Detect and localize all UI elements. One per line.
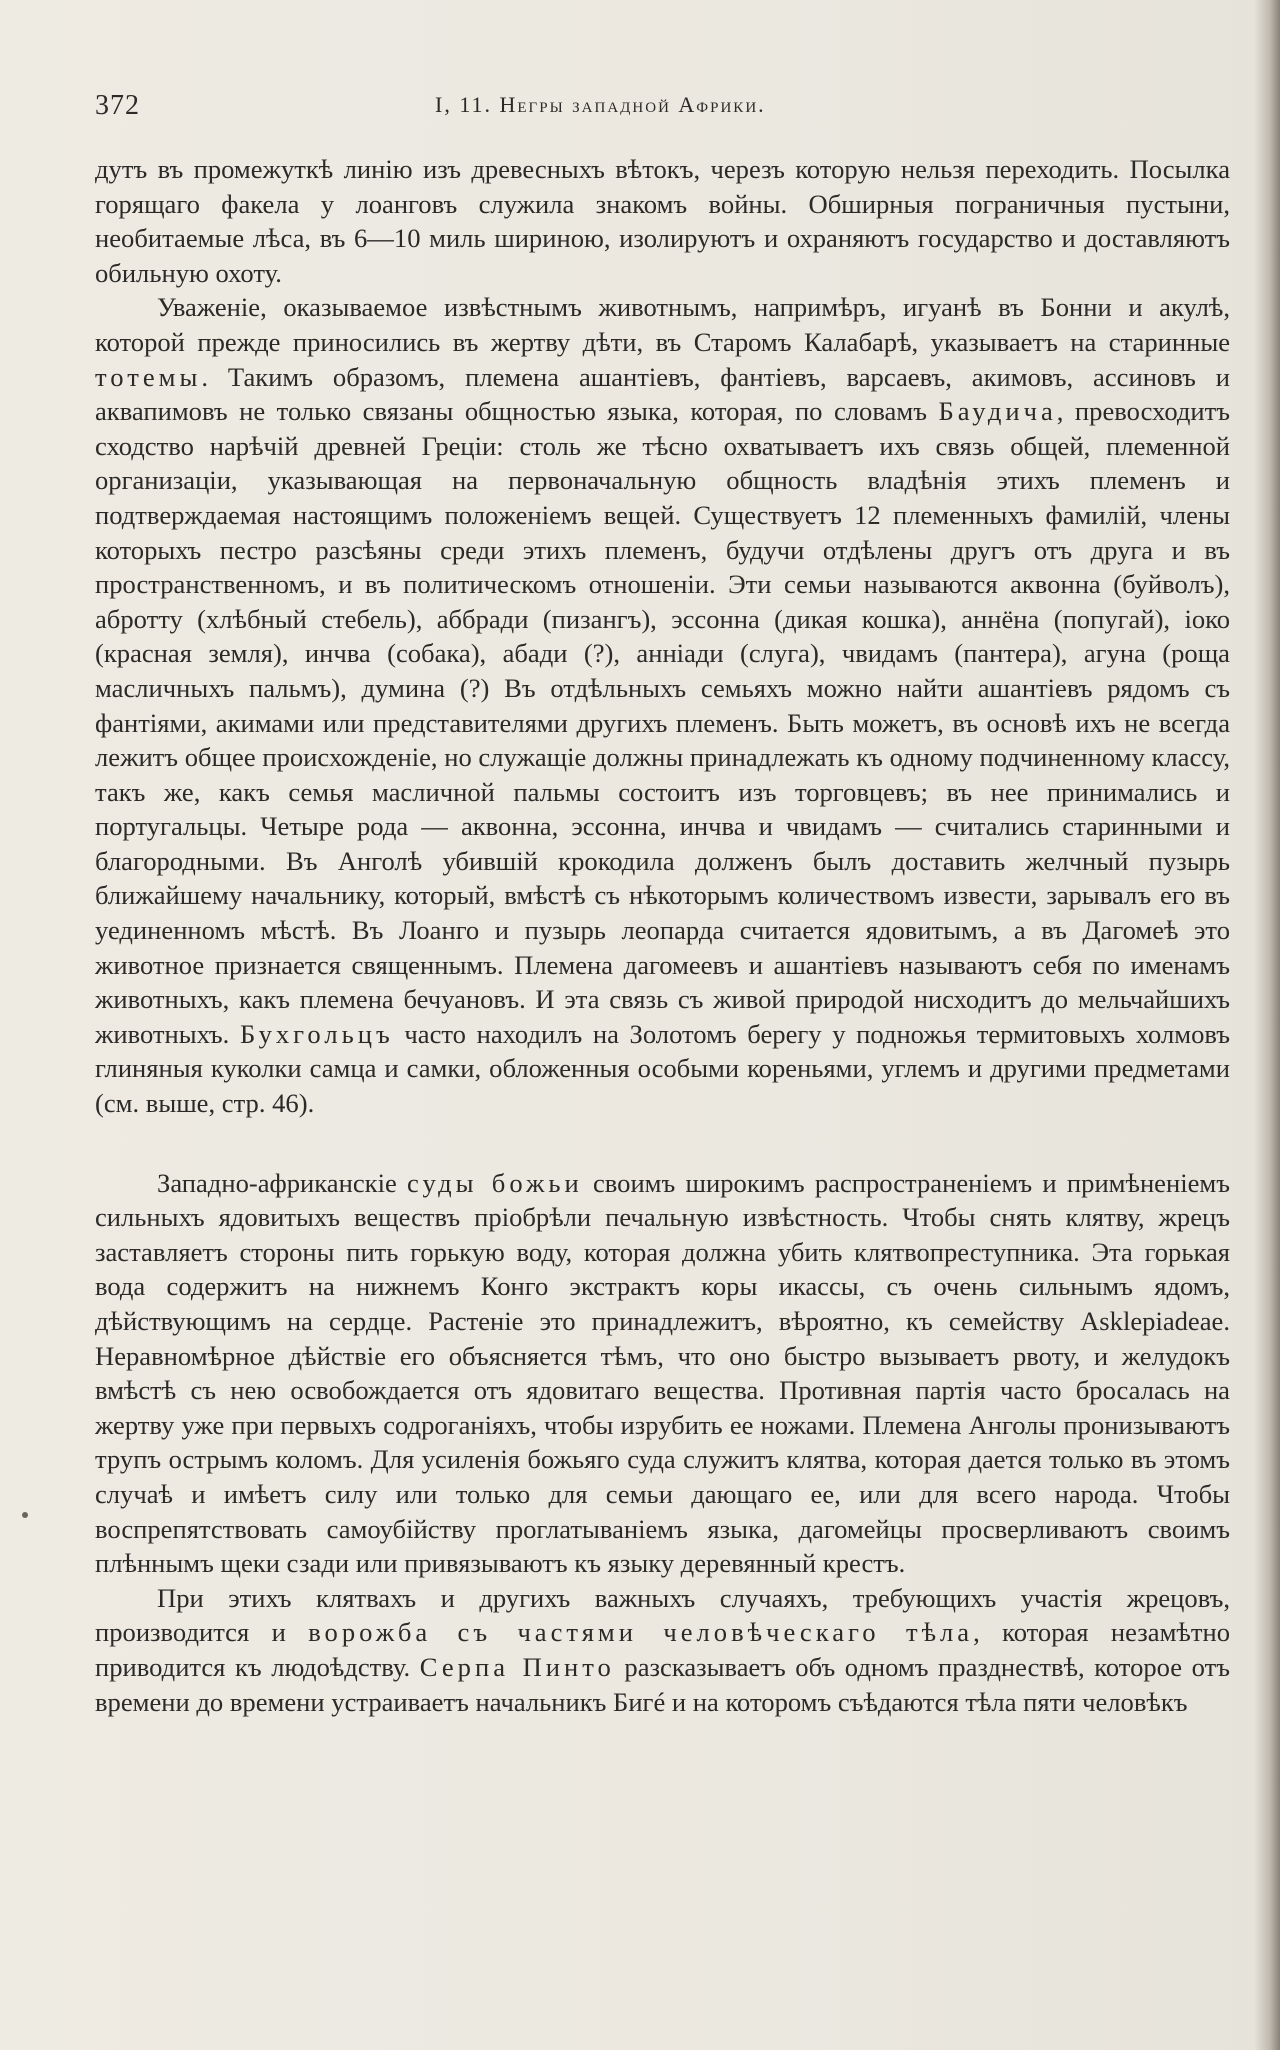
- page-number: 372: [95, 90, 140, 121]
- text-run: . Такимъ образомъ, племена ашантіевъ, фантіевъ, варсаевъ, акимовъ, ассиновъ и аквапимовъ не только связаны общностью языка, которая, по словамъ: [95, 361, 1230, 427]
- paragraph: [95, 152, 1230, 290]
- page-header: [95, 90, 1235, 130]
- emphasized-text: ворожба съ частями человѣческаго тѣла: [308, 1617, 974, 1648]
- text-run: , превосходитъ сходство нарѣчій древней Греціи: столь же тѣсно охватываетъ ихъ связь общей, племенной организаціи, указывающая на первоначальную общность владѣнія этихъ племенъ и подтверждаемая настоящимъ положеніемъ вещей. Существуетъ 12 племенныхъ фамилій, члены которыхъ пестро разсѣяны среди этихъ племенъ, будучи отдѣлены другъ отъ друга и въ пространственномъ, и въ политическомъ отношеніи. Эти семьи называются аквонна (буйволъ), абротту (хлѣбный стебель), аббради (пизангъ), эссонна (дикая кошка), аннёна (попугай), іоко (красная земля), инчва (собака), абади (?), анніади (слуга), чвидамъ (пантера), агуна (роща масличныхъ пальмъ), думина (?) Въ отдѣльныхъ семьяхъ можно найти ашантіевъ рядомъ съ фантіями, акимами или представителями другихъ племенъ. Быть можетъ, въ основѣ ихъ не всегда лежитъ общее происхожденіе, но служащіе должны принадлежать къ одному подчиненному классу, такъ же, какъ семья масличной пальмы состоитъ изъ торговцевъ; въ нее принимались и португальцы. Четыре рода — аквонна, эссонна, инчва и чвидамъ — считались старинными и благородными. Въ Анголѣ убившій крокодила долженъ былъ доставить желчный пузырь ближайшему начальнику, который, вмѣстѣ съ нѣкоторымъ количествомъ извести, зарывалъ его въ уединенномъ мѣстѣ. Въ Лоанго и пузырь леопарда считается ядовитымъ, а въ Дагомеѣ это животное признается священнымъ. Племена дагомеевъ и ашантіевъ называютъ себя по именамъ животныхъ, какъ племена бечуановъ. И эта связь съ живой природой нисходитъ до мельчайшихъ животныхъ.: [95, 396, 1230, 1049]
- text-run: Уваженіе, оказываемое извѣстнымъ животнымъ, напримѣръ, игуанѣ въ Бонни и акулѣ, которой прежде приносились въ жертву дѣти, въ Старомъ Калабарѣ, указываетъ на старинные: [95, 292, 1230, 357]
- margin-speck: [22, 1512, 28, 1518]
- paragraph: [95, 1166, 1230, 1581]
- emphasized-text: Баудича: [938, 396, 1057, 427]
- text-run: своимъ широкимъ распространеніемъ и примѣненіемъ сильныхъ ядовитыхъ веществъ пріобрѣли печальную извѣстность. Чтобы снять клятву, жрецъ заставляетъ стороны пить горькую воду, которая должна убить клятвопреступника. Эта горькая вода содержитъ на нижнемъ Конго экстрактъ коры икассы, съ очень сильнымъ ядомъ, дѣйствующимъ на сердце. Растеніе это принадлежитъ, вѣроятно, къ семейству Asklepiadeae. Неравномѣрное дѣйствіе его объясняется тѣмъ, что оно быстро вызываетъ рвоту, и желудокъ вмѣстѣ съ нею освобождается отъ ядовитаго вещества. Противная партія часто бросалась на жертву уже при первыхъ содроганіяхъ, чтобы изрубить ее ножами. Племена Анголы пронизываютъ трупъ острымъ коломъ. Для усиленія божьяго суда служитъ клятва, которая дается только въ этомъ случаѣ и имѣетъ силу или только для семьи дающаго ее, или для всего народа. Чтобы воспрепятствовать самоубійству проглатываніемъ языка, дагомейцы просверливаютъ своимъ плѣннымъ щеки сзади или привязываютъ къ языку деревянный крестъ.: [95, 1167, 1230, 1579]
- text-run: При этихъ клятвахъ и другихъ важныхъ случаяхъ, требующихъ участія жрецовъ, производится и: [95, 1582, 1230, 1648]
- text-run: разсказываетъ объ одномъ празднествѣ, которое отъ времени до времени устраиваетъ начальникъ Бигé и на которомъ съѣдаются тѣла пяти человѣкъ: [95, 1651, 1231, 1717]
- paragraph: [95, 290, 1230, 1120]
- body-text: [95, 152, 1230, 1719]
- text-run: дутъ въ промежуткѣ линію изъ древесныхъ вѣтокъ, черезъ которую нельзя переходить. Посылка горящаго факела у лоанговъ служила знакомъ войны. Обширныя пограничныя пустыни, необитаемые лѣса, въ 6—10 миль шириною, изолируютъ и охраняютъ государство и доставляютъ обильную охоту.: [95, 154, 1230, 288]
- running-head: I, 11. Негры западной Африки.: [435, 92, 766, 117]
- spine-shadow: [1254, 0, 1280, 2050]
- text-run: Западно-африканскіе: [157, 1167, 408, 1198]
- text-run: часто находилъ на Золотомъ берегу у подножья термитовыхъ холмовъ глиняныя куколки самца и самки, обложенныя особыми кореньями, углемъ и другими предметами (см. выше, стр. 46).: [95, 1018, 1231, 1119]
- paragraph: [95, 1581, 1230, 1719]
- emphasized-text: Бухгольцъ: [239, 1018, 394, 1049]
- text-run: , которая незамѣтно приводится къ людоѣдству.: [95, 1617, 1230, 1682]
- emphasized-text: суды божьи: [407, 1167, 583, 1198]
- emphasized-text: тотемы: [95, 361, 202, 392]
- emphasized-text: Серпа Пинто: [419, 1651, 615, 1682]
